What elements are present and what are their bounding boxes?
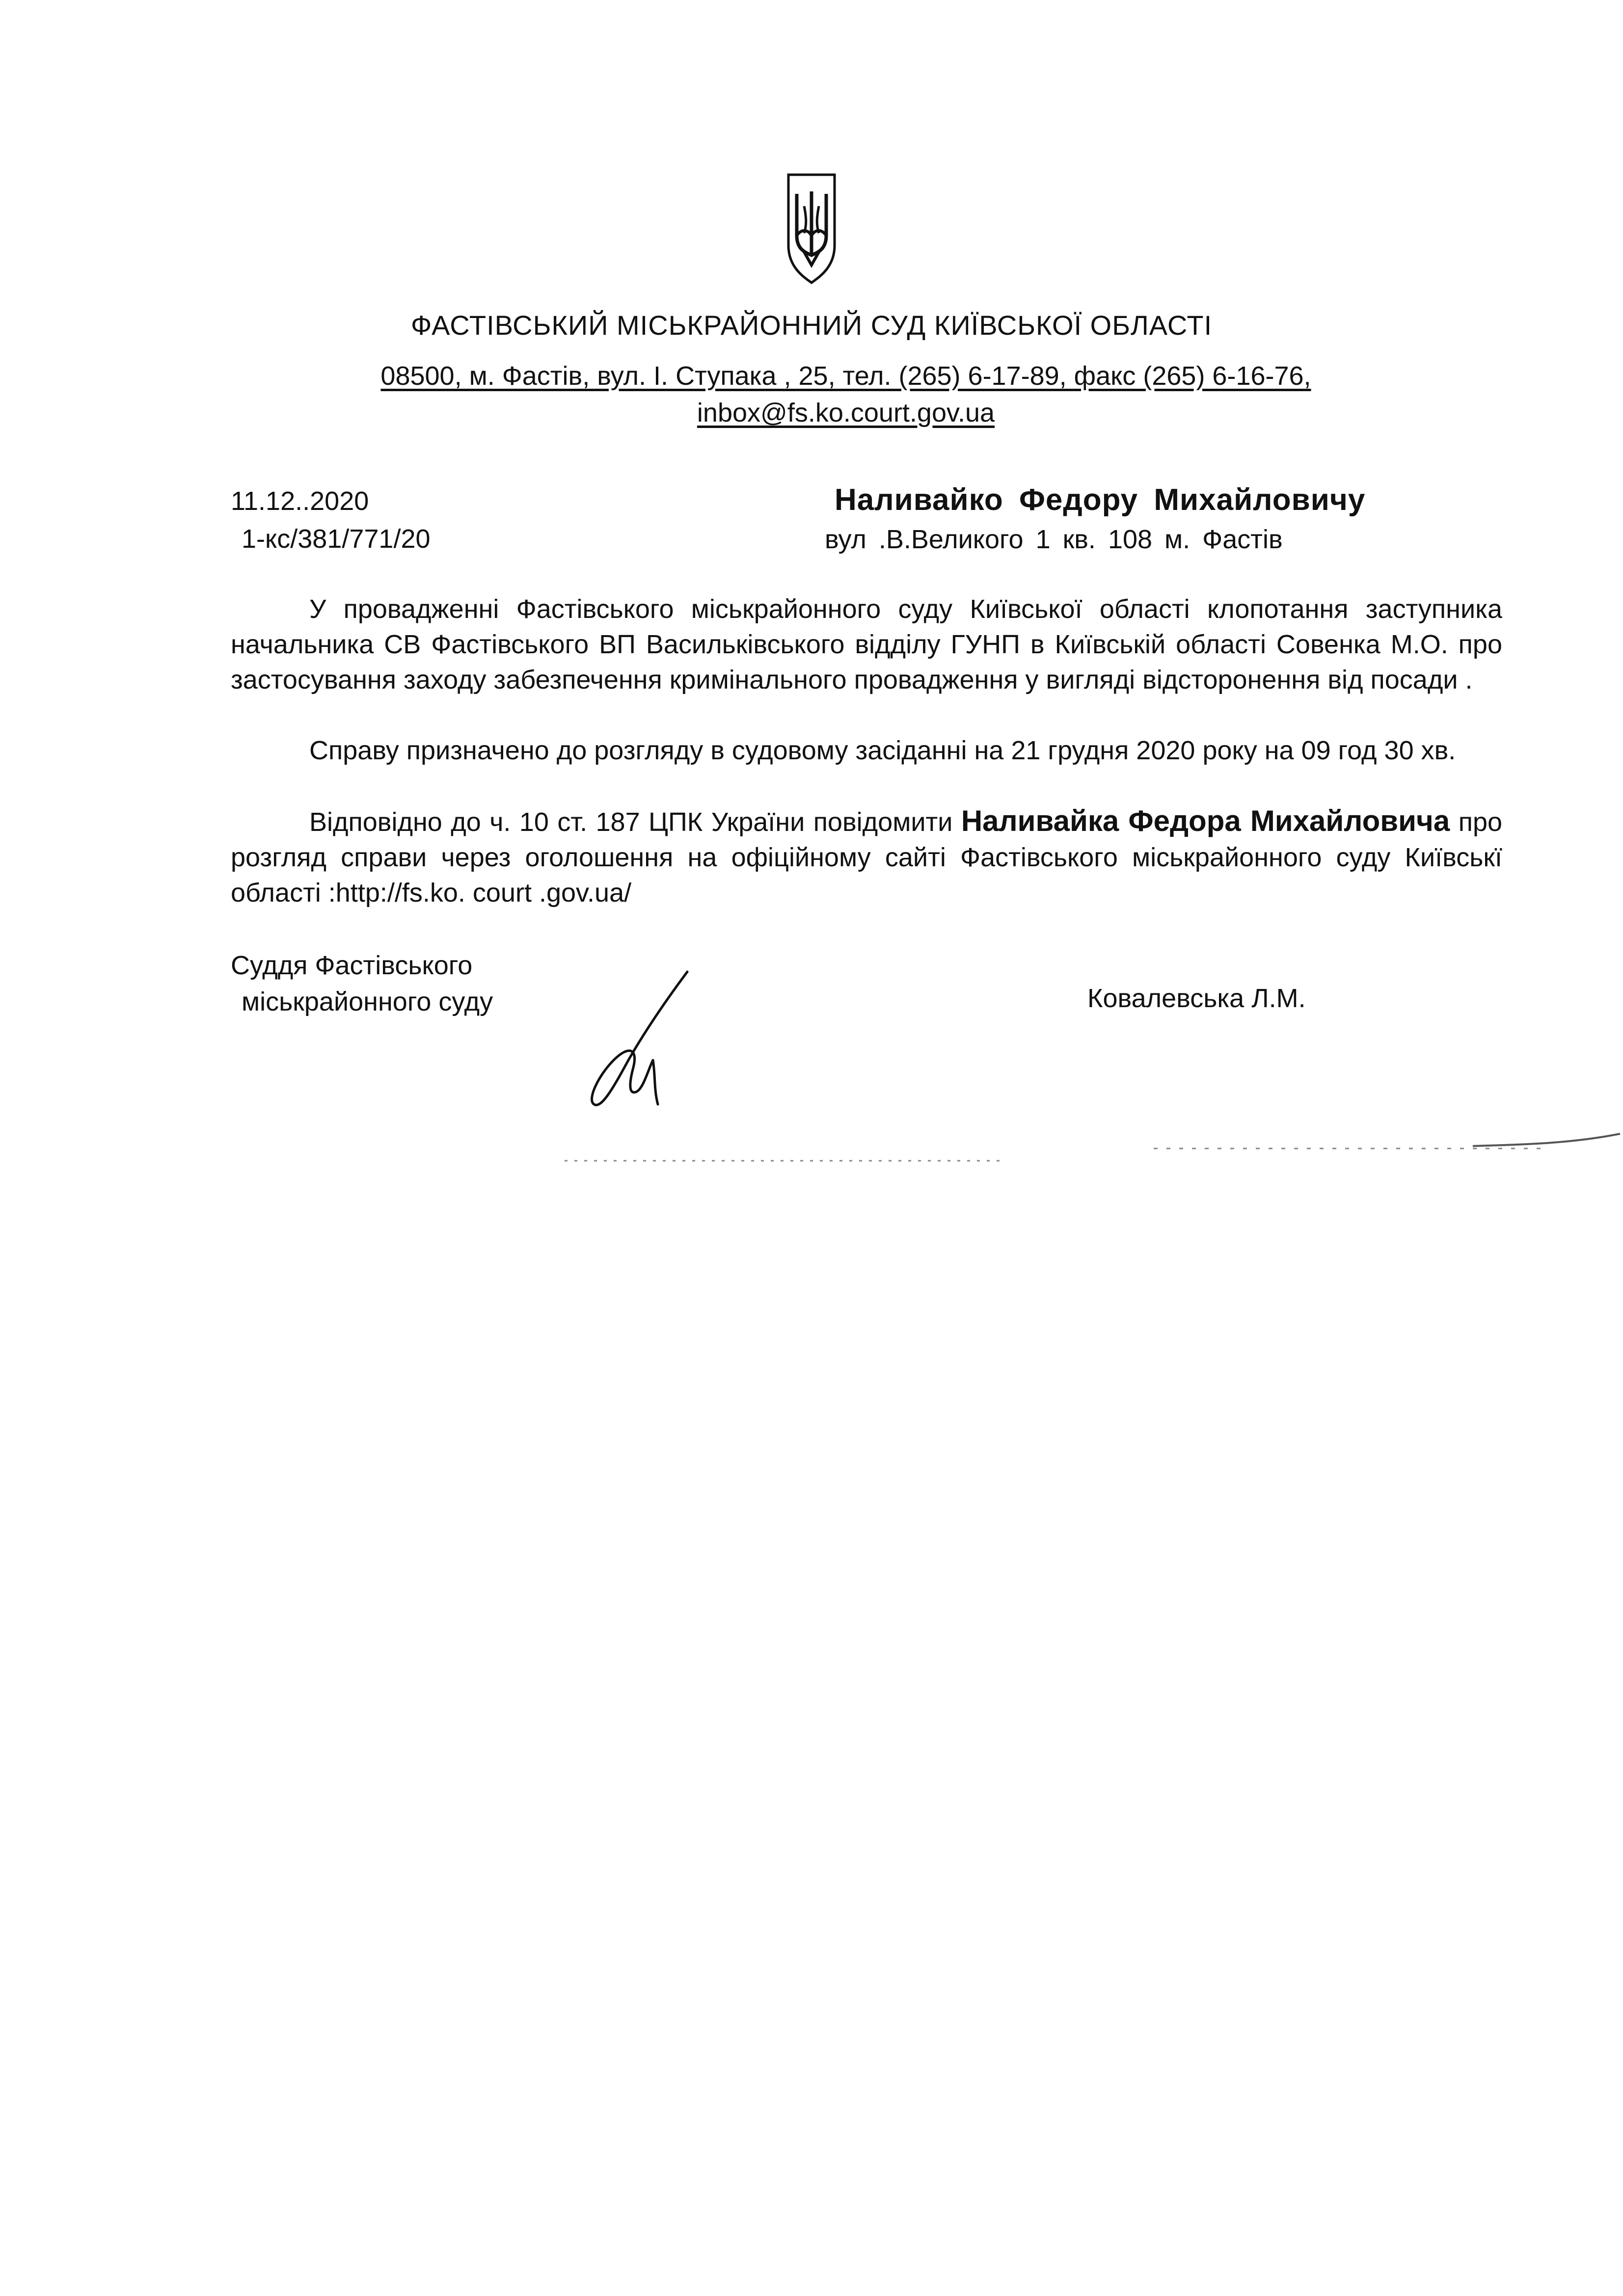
paragraph-text — [231, 803, 1502, 910]
paragraph-text: У провадженні Фастівського міськрайонного суду Київської області клопотання заступника начальника СВ Фастівського ВП Васильківського відділу ГУНП в Київській області Совенка М.О. про застосування заходу забезпечення кримінального провадження у вигляді відсторонення від посади . — [231, 594, 1502, 694]
paragraph-text-start: Відповідно до ч. 10 ст. 187 ЦПК України повідомити — [309, 807, 961, 837]
paragraph-text-end: про розгляд справи через оголошення на офіційному сайті Фастівського міськрайонного суду Київськї області :http://fs.ko. court .gov.ua/ — [231, 807, 1503, 908]
body-paragraph-1 — [231, 591, 1502, 697]
judge-name: Ковалевська Л.М. — [1087, 984, 1306, 1013]
court-name: ФАСТІВСЬКИЙ МІСЬКРАЙОННИЙ СУД КИЇВСЬКОЇ ОБЛАСТІ — [410, 310, 1213, 341]
scan-artifact-line — [565, 1114, 1623, 1163]
case-number: 1-кс/381/771/20 — [242, 524, 431, 554]
court-address: 08500, м. Фастів, вул. І. Ступака , 25, тел. (265) 6-17-89, факс (265) 6-16-76, — [380, 361, 1311, 391]
recipient-address: вул .В.Великого 1 кв. 108 м. Фастів — [825, 525, 1283, 554]
signer-title — [231, 947, 493, 1020]
paragraph-text: Справу призначено до розгляду в судовому засіданні на 21 грудня 2020 року на 09 год 30 хв. — [309, 736, 1456, 765]
body-paragraph-3 — [231, 803, 1502, 910]
court-email-link[interactable]: inbox@fs.ko.court.gov.ua — [697, 398, 995, 427]
handwritten-signature — [574, 962, 702, 1124]
body-paragraph-2 — [231, 733, 1502, 768]
signer-title-line-2: міськрайонного суду — [242, 987, 493, 1016]
coat-of-arms-icon — [784, 172, 839, 285]
signer-title-line-1: Суддя Фастівського — [231, 951, 473, 980]
recipient-name-bold: Наливайка Федора Михайловича — [961, 804, 1450, 837]
document-date: 11.12..2020 — [231, 486, 369, 516]
recipient-name: Наливайко Федору Михайловичу — [835, 483, 1366, 517]
